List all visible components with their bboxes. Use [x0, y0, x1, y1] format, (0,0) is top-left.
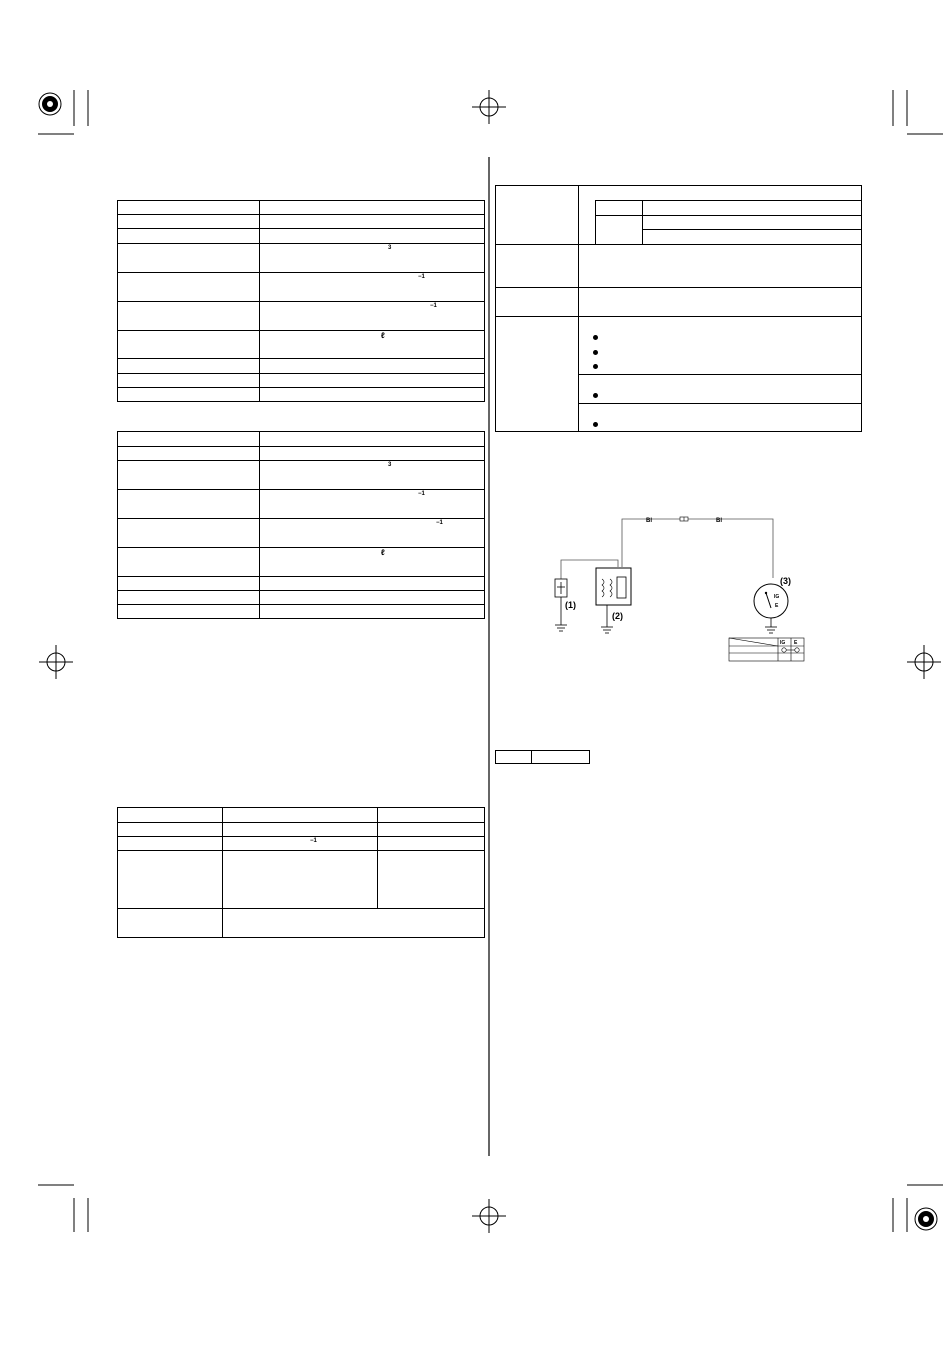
diagnosis-table — [495, 185, 862, 432]
table-cell — [223, 823, 378, 837]
superscript: −1 — [436, 520, 443, 526]
table-cell — [378, 823, 485, 837]
spec-table-3 — [117, 807, 485, 938]
table-cell — [260, 490, 485, 519]
superscript: 3 — [388, 462, 392, 468]
spec-table-2 — [117, 431, 485, 619]
bullet — [593, 393, 598, 398]
wire-connector — [680, 517, 688, 521]
note-box — [495, 750, 590, 764]
table-cell — [223, 837, 378, 851]
table-cell — [260, 201, 485, 215]
superscript: ℓ — [381, 331, 385, 340]
table-cell — [118, 215, 260, 229]
switch-terminal-label: E — [775, 603, 779, 609]
wiring-diagram — [540, 505, 820, 670]
table-cell — [378, 808, 485, 823]
wire-color-label: Bl — [716, 518, 722, 524]
bullet — [593, 364, 598, 369]
superscript: −1 — [430, 303, 437, 309]
table-cell — [118, 851, 223, 909]
table-cell — [223, 808, 378, 823]
table-cell — [223, 909, 485, 938]
table-cell — [118, 374, 260, 388]
switch-continuity-table — [729, 638, 804, 661]
superscript: 3 — [388, 245, 392, 251]
continuity-header: IG — [780, 640, 786, 646]
spec-table-1 — [117, 200, 485, 402]
table-cell — [260, 548, 485, 577]
table-cell — [118, 490, 260, 519]
table-cell — [118, 837, 223, 851]
table-cell — [260, 388, 485, 402]
table-cell — [118, 201, 260, 215]
table-cell — [260, 432, 485, 447]
table-cell — [118, 605, 260, 619]
superscript: −1 — [418, 491, 425, 497]
component-label: (2) — [612, 611, 623, 621]
starburst-mark-bottom-right — [915, 1208, 937, 1230]
switch-terminal-label: IG — [774, 594, 780, 600]
inner-table — [595, 200, 862, 244]
starburst-mark-top-left — [39, 93, 61, 115]
table-cell — [118, 577, 260, 591]
table-cell — [118, 519, 260, 548]
table-cell — [118, 331, 260, 359]
wire-color-label: Bl — [646, 518, 652, 524]
table-cell — [260, 273, 485, 302]
table-cell — [118, 359, 260, 374]
table-cell — [118, 909, 223, 938]
component-label: (1) — [565, 600, 576, 610]
table-cell — [260, 447, 485, 461]
table-cell — [260, 577, 485, 591]
table-cell — [260, 302, 485, 331]
table-cell — [118, 461, 260, 490]
table-cell — [260, 591, 485, 605]
bullet — [593, 422, 598, 427]
table-cell — [118, 447, 260, 461]
table-cell — [118, 302, 260, 331]
component-3-ignition-switch — [754, 584, 788, 633]
table-cell — [260, 519, 485, 548]
bullet — [593, 350, 598, 355]
table-cell — [260, 605, 485, 619]
table-cell — [118, 823, 223, 837]
component-label: (3) — [780, 576, 791, 586]
table-cell — [260, 374, 485, 388]
table-cell — [260, 331, 485, 359]
superscript: −1 — [310, 838, 317, 844]
table-cell — [118, 808, 223, 823]
superscript: −1 — [418, 274, 425, 280]
table-cell — [260, 359, 485, 374]
table-cell — [118, 591, 260, 605]
table-cell — [260, 215, 485, 229]
continuity-header: E — [794, 640, 798, 646]
table-cell — [260, 244, 485, 273]
table-cell — [378, 851, 485, 909]
table-cell — [118, 548, 260, 577]
table-cell — [260, 229, 485, 244]
table-cell — [118, 388, 260, 402]
component-2-module — [596, 568, 631, 633]
table-cell — [378, 837, 485, 851]
table-cell — [118, 273, 260, 302]
table-cell — [118, 432, 260, 447]
superscript: ℓ — [381, 548, 385, 557]
bullet — [593, 335, 598, 340]
table-cell — [223, 851, 378, 909]
table-cell — [118, 244, 260, 273]
table-cell — [260, 461, 485, 490]
table-cell — [118, 229, 260, 244]
